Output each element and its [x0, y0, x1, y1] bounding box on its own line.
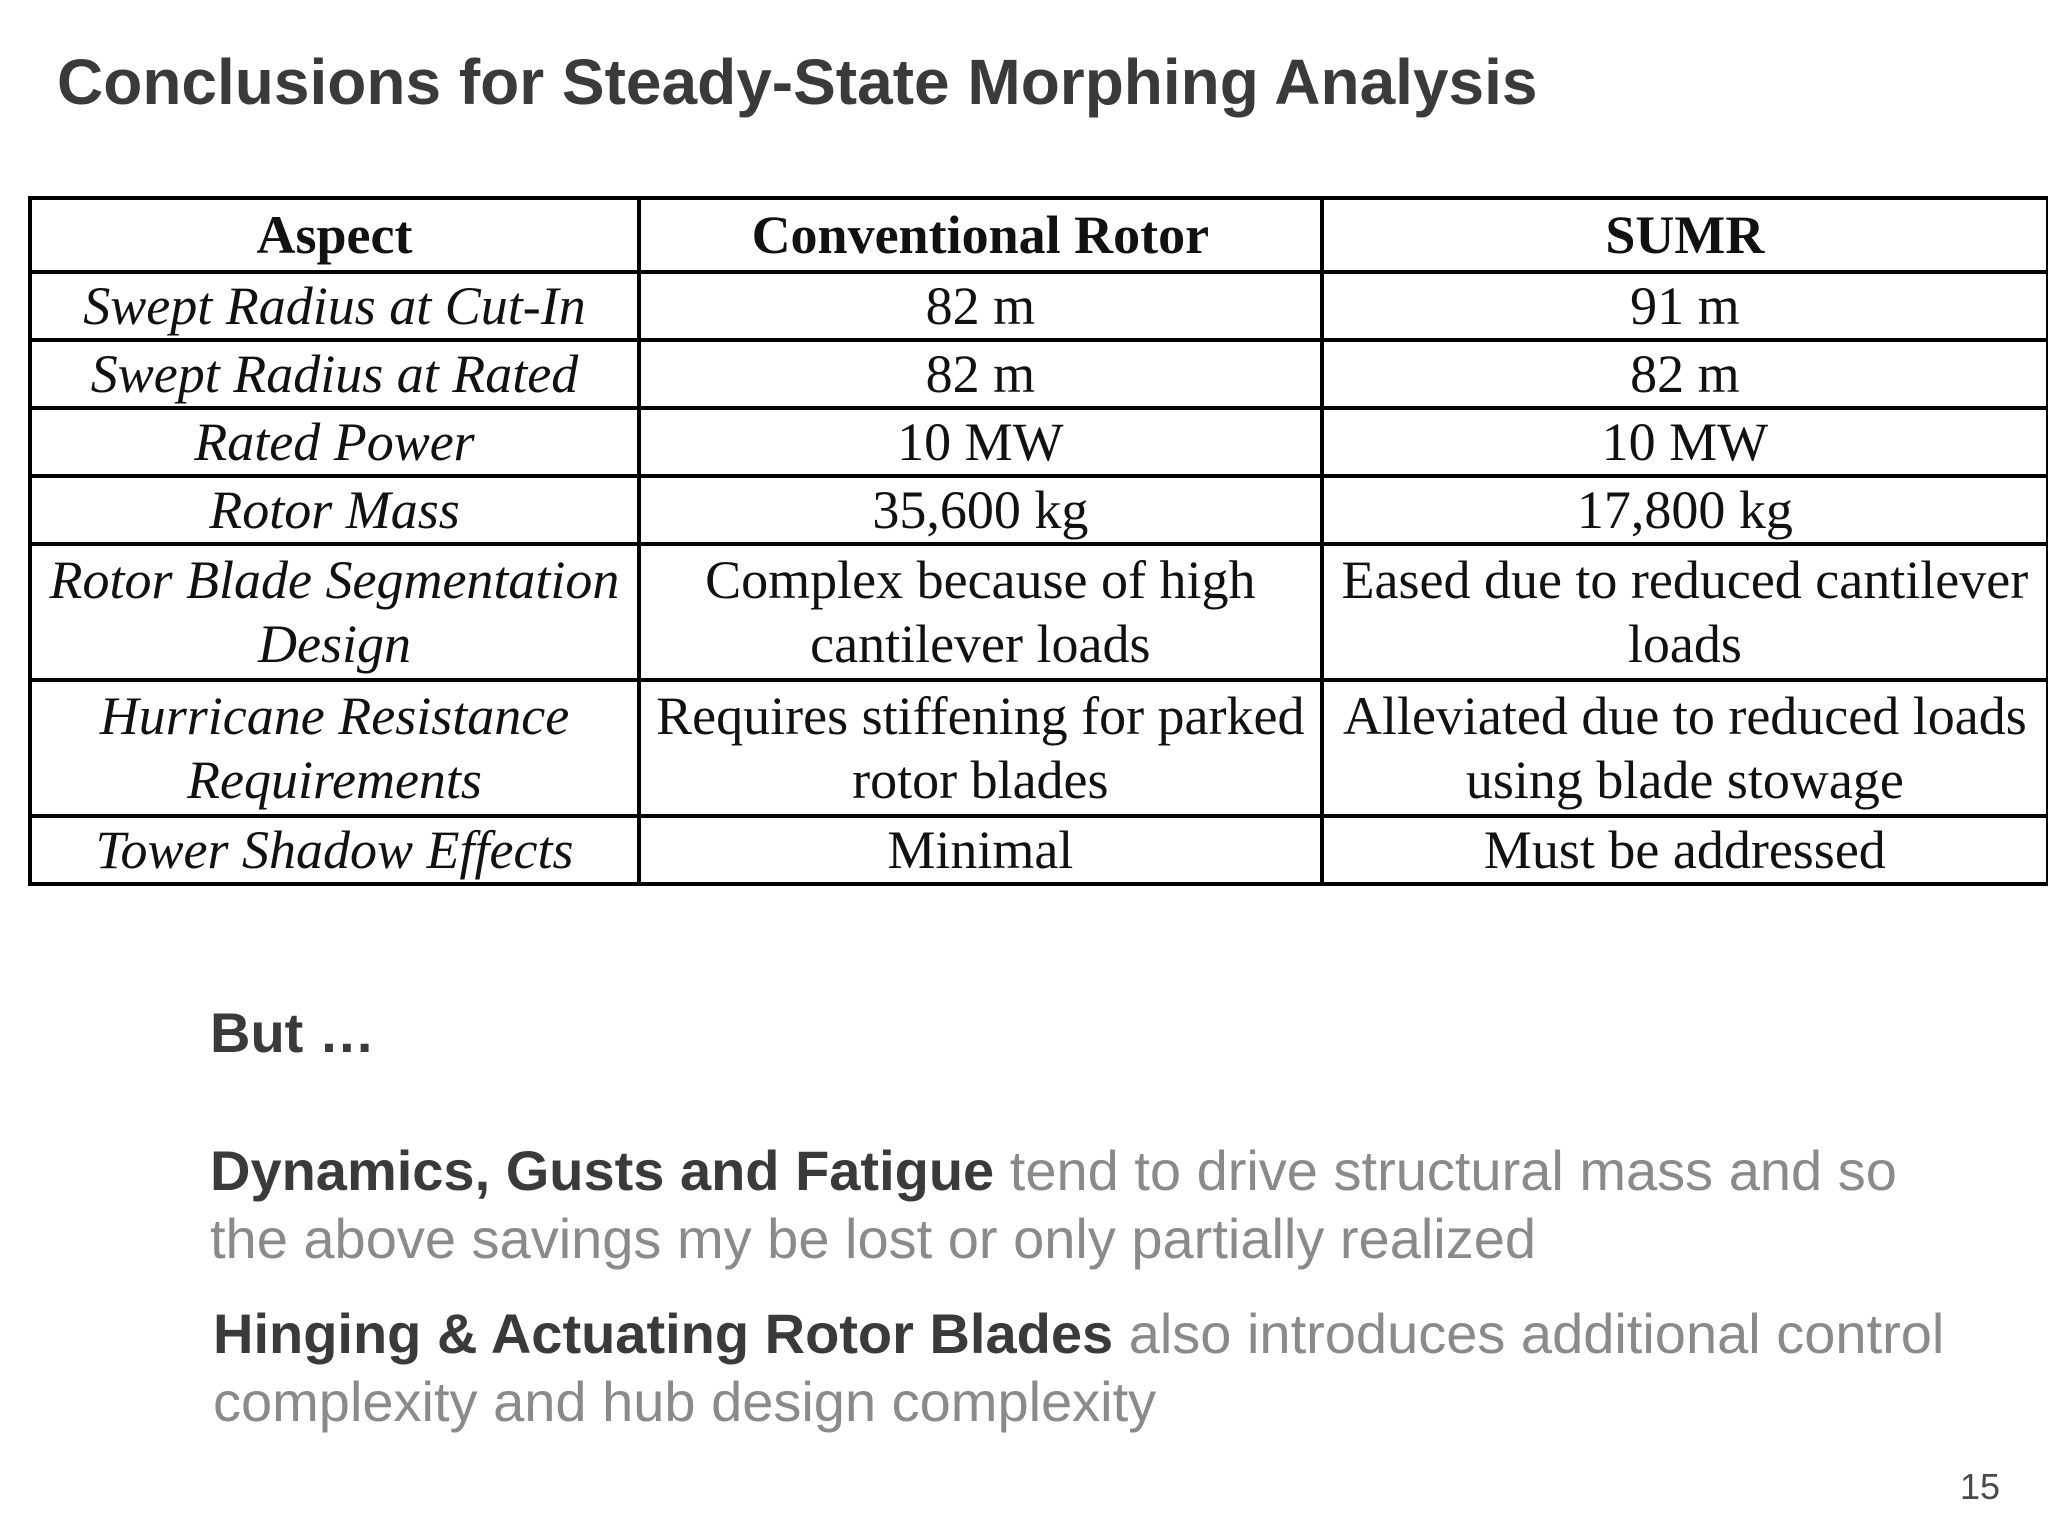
note-body-dynamics: tend to drive structural mass and so the above savings my be lost or only partially realized	[210, 1139, 1897, 1270]
aspect-cell: Rated Power	[30, 408, 639, 476]
sumr-cell: 17,800 kg	[1322, 476, 2048, 544]
aspect-cell: Rotor Mass	[30, 476, 639, 544]
header-conventional-rotor: Conventional Rotor	[639, 198, 1322, 272]
conventional-cell: 82 m	[639, 272, 1322, 340]
aspect-cell: Swept Radius at Cut-In	[30, 272, 639, 340]
conventional-cell: 82 m	[639, 340, 1322, 408]
sumr-cell: 82 m	[1322, 340, 2048, 408]
header-sumr: SUMR	[1322, 198, 2048, 272]
conventional-cell: Minimal	[639, 816, 1322, 884]
table-row	[30, 272, 2048, 340]
sumr-cell: Eased due to reduced cantilever loads	[1322, 544, 2048, 680]
aspect-cell: Hurricane Resistance Requirements	[30, 680, 639, 816]
note-paragraph-dynamics	[210, 1137, 1950, 1273]
sumr-cell: Must be addressed	[1322, 816, 2048, 884]
table-row	[30, 476, 2048, 544]
note-heading-hinging: Hinging & Actuating Rotor Blades	[213, 1302, 1114, 1365]
table-row	[30, 816, 2048, 884]
note-paragraph-hinging	[213, 1300, 1953, 1436]
conventional-cell: Complex because of high cantilever loads	[639, 544, 1322, 680]
note-heading-dynamics: Dynamics, Gusts and Fatigue	[210, 1139, 995, 1202]
table-row	[30, 544, 2048, 680]
page-number: 15	[1959, 1466, 2000, 1507]
table-row	[30, 340, 2048, 408]
sumr-cell: 10 MW	[1322, 408, 2048, 476]
aspect-cell: Swept Radius at Rated	[30, 340, 639, 408]
table-row	[30, 408, 2048, 476]
lead-text: But …	[210, 1001, 375, 1064]
note-body-hinging: also introduces additional control complexity and hub design complexity	[213, 1302, 1945, 1433]
aspect-cell: Rotor Blade Segmentation Design	[30, 544, 639, 680]
sumr-cell: Alleviated due to reduced loads using blade stowage	[1322, 680, 2048, 816]
conventional-cell: 10 MW	[639, 408, 1322, 476]
conventional-cell: Requires stiffening for parked rotor blades	[639, 680, 1322, 816]
table-row	[30, 680, 2048, 816]
aspect-cell: Tower Shadow Effects	[30, 816, 639, 884]
comparison-table	[28, 196, 2048, 886]
slide-title: Conclusions for Steady-State Morphing Analysis	[57, 46, 1538, 118]
sumr-cell: 91 m	[1322, 272, 2048, 340]
conventional-cell: 35,600 kg	[639, 476, 1322, 544]
header-aspect: Aspect	[30, 198, 639, 272]
table-header-row	[30, 198, 2048, 272]
